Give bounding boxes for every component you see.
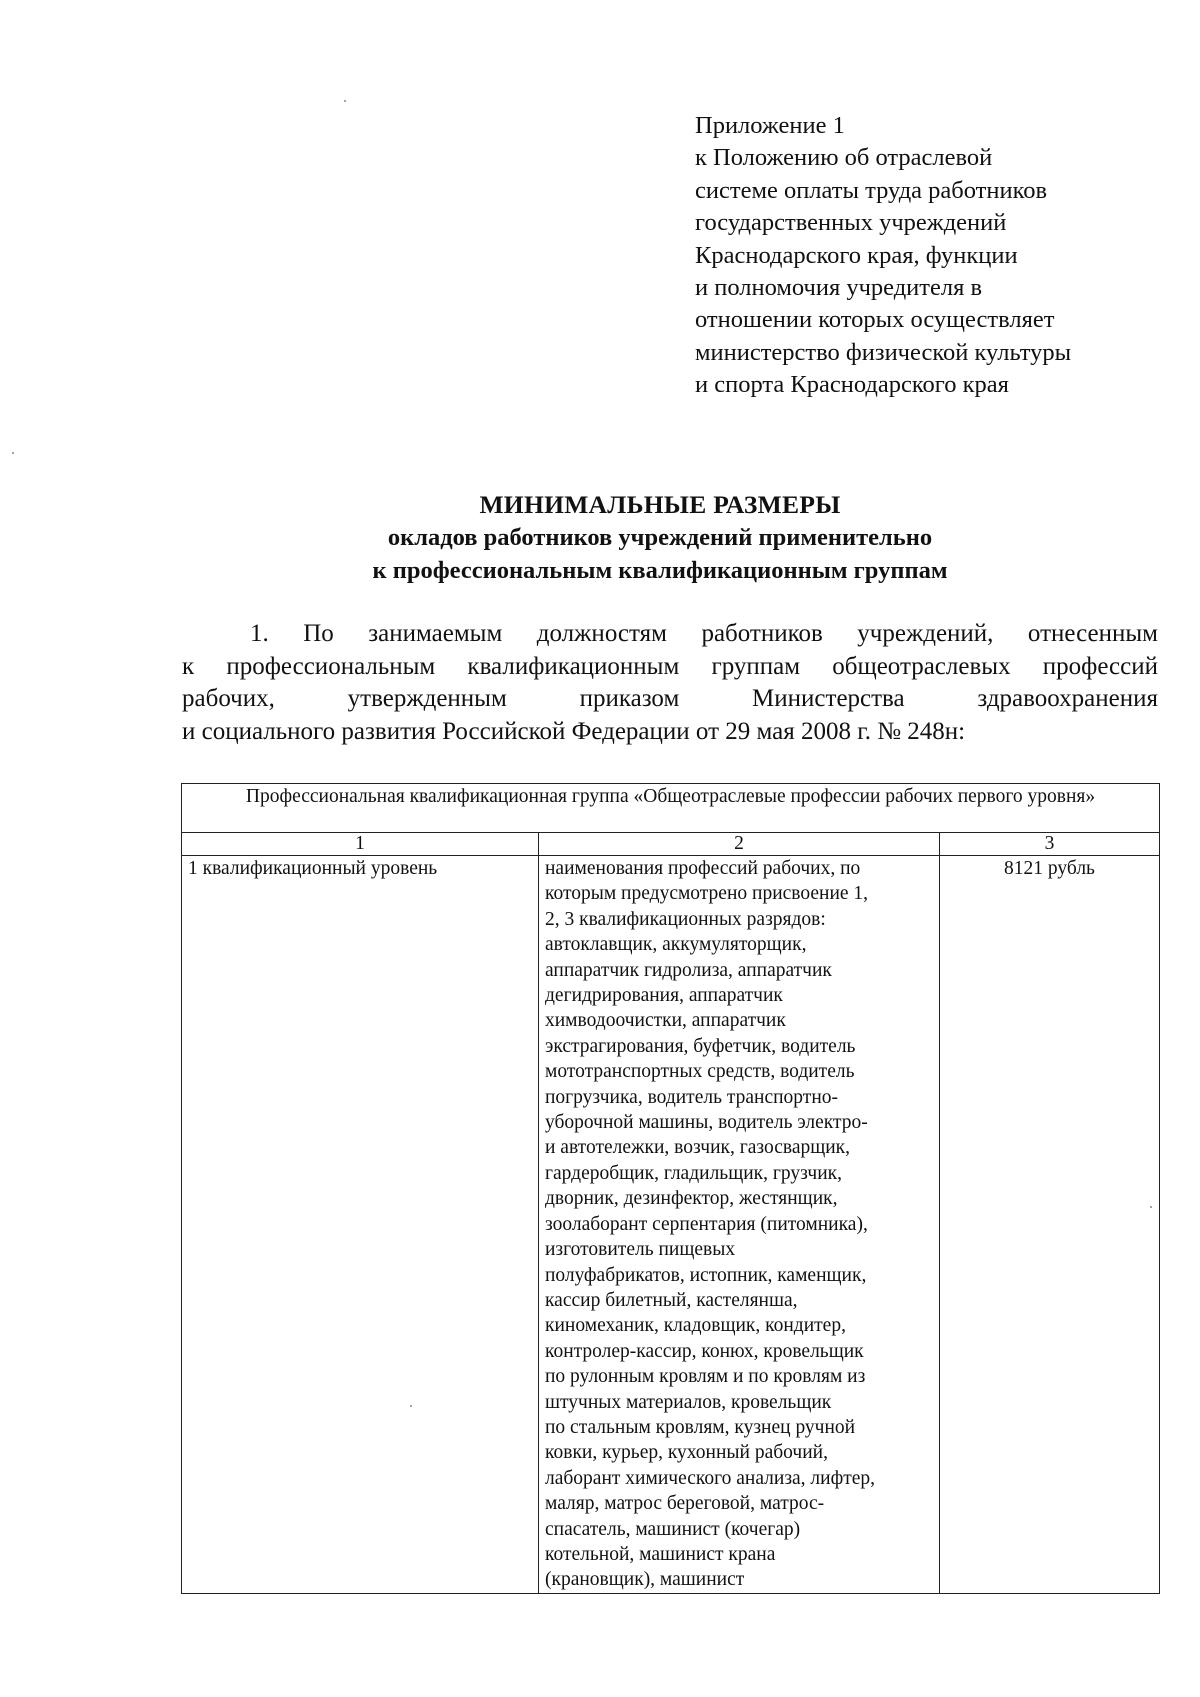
salary-table: [181, 783, 1160, 1594]
scan-speck: [12, 452, 14, 454]
profession-list-line: лаборант химического анализа, лифтер,: [545, 1467, 876, 1489]
intro-line: 1. По занимаемым должностям работников учреждений, отнесенным: [250, 620, 1158, 647]
profession-list-cell: [539, 856, 940, 1594]
group-header-row: [182, 784, 1160, 833]
appendix-line: отношении которых осуществляет: [695, 306, 1055, 334]
scan-speck: [1150, 1206, 1152, 1208]
intro-line: к профессиональным квалификационным группам общеотраслевых профессий: [182, 652, 1158, 680]
table-row: [182, 856, 1160, 1594]
profession-list-line: автоклавщик, аккумуляторщик,: [545, 934, 807, 956]
intro-line: рабочих, утвержденным приказом Министерства здравоохранения: [182, 685, 1158, 712]
profession-list-line: зоолаборант серпентария (питомника),: [545, 1213, 868, 1235]
profession-list-line: спасатель, машинист (кочегар): [545, 1518, 801, 1540]
profession-list-line: по стальным кровлям, кузнец ручной: [545, 1416, 856, 1438]
intro-line: и социального развития Российской Федерации от 29 мая 2008 г. № 248н:: [182, 717, 966, 745]
appendix-header: [695, 110, 1155, 402]
appendix-line: к Положению об отраслевой: [695, 144, 993, 172]
profession-list-line: наименования профессий рабочих, по: [545, 858, 861, 879]
title-line-3: к профессиональным квалификационным группам: [372, 557, 948, 584]
scan-speck: [344, 100, 346, 102]
title-line-2: окладов работников учреждений применительно: [387, 524, 933, 551]
column-number-1: 1: [182, 833, 539, 856]
profession-list-line: маляр, матрос береговой, матрос-: [545, 1493, 825, 1515]
profession-list-line: изготовитель пищевых: [545, 1239, 736, 1261]
profession-list-line: дворник, дезинфектор, жестянщик,: [545, 1188, 838, 1210]
profession-list-line: контролер-кассир, конюх, кровельщик: [545, 1340, 864, 1362]
profession-list-line: которым предусмотрено присвоение 1,: [545, 883, 869, 905]
profession-list-line: мототранспортных средств, водитель: [545, 1061, 855, 1083]
salary-cell: 8121 рубль: [940, 856, 1160, 1594]
profession-list-line: 2, 3 квалификационных разрядов:: [545, 908, 826, 930]
column-number-2: 2: [539, 833, 940, 856]
profession-list-line: дегидрирования, аппаратчик: [545, 985, 783, 1007]
profession-list-line: киномеханик, кладовщик, кондитер,: [545, 1315, 846, 1337]
intro-paragraph: [182, 618, 1158, 748]
profession-list-line: аппаратчик гидролиза, аппаратчик: [545, 959, 832, 981]
document-title: [160, 488, 1160, 587]
appendix-line: государственных учреждений: [695, 209, 1007, 237]
profession-list-line: ковки, курьер, кухонный рабочий,: [545, 1442, 828, 1464]
scan-speck: [410, 1405, 412, 1407]
profession-list-line: гардеробщик, гладильщик, грузчик,: [545, 1162, 843, 1184]
appendix-line: Приложение 1: [695, 112, 845, 139]
column-number-row: [182, 833, 1160, 856]
profession-list-line: и автотележки, возчик, газосварщик,: [545, 1137, 851, 1159]
profession-list-line: полуфабрикатов, истопник, каменщик,: [545, 1264, 867, 1286]
profession-list-line: штучных материалов, кровельщик: [545, 1391, 832, 1413]
profession-list-line: уборочной машины, водитель электро-: [545, 1112, 868, 1134]
column-number-3: 3: [940, 833, 1160, 856]
profession-list-line: экстрагирования, буфетчик, водитель: [545, 1035, 856, 1057]
profession-list-line: по рулонным кровлям и по кровлям из: [545, 1366, 866, 1388]
appendix-line: системе оплаты труда работников: [695, 176, 1048, 204]
appendix-line: Краснодарского края, функции: [695, 241, 1018, 269]
appendix-line: и полномочия учредителя в: [695, 274, 983, 302]
profession-list-line: погрузчика, водитель транспортно-: [545, 1086, 838, 1108]
appendix-line: министерство физической культуры: [695, 338, 1072, 366]
profession-list-line: химводоочистки, аппаратчик: [545, 1010, 786, 1032]
profession-list-line: кассир билетный, кастелянша,: [545, 1289, 798, 1311]
profession-list-line: (крановщик), машинист: [545, 1569, 745, 1591]
title-line-1: МИНИМАЛЬНЫЕ РАЗМЕРЫ: [479, 490, 841, 519]
appendix-line: и спорта Краснодарского края: [695, 371, 1009, 399]
profession-list-line: котельной, машинист крана: [545, 1543, 776, 1565]
group-header-cell: Профессиональная квалификационная группа «Общеотраслевые профессии рабочих первого уровня»: [182, 784, 1160, 833]
qualification-level-cell: 1 квалификационный уровень: [182, 856, 539, 1594]
